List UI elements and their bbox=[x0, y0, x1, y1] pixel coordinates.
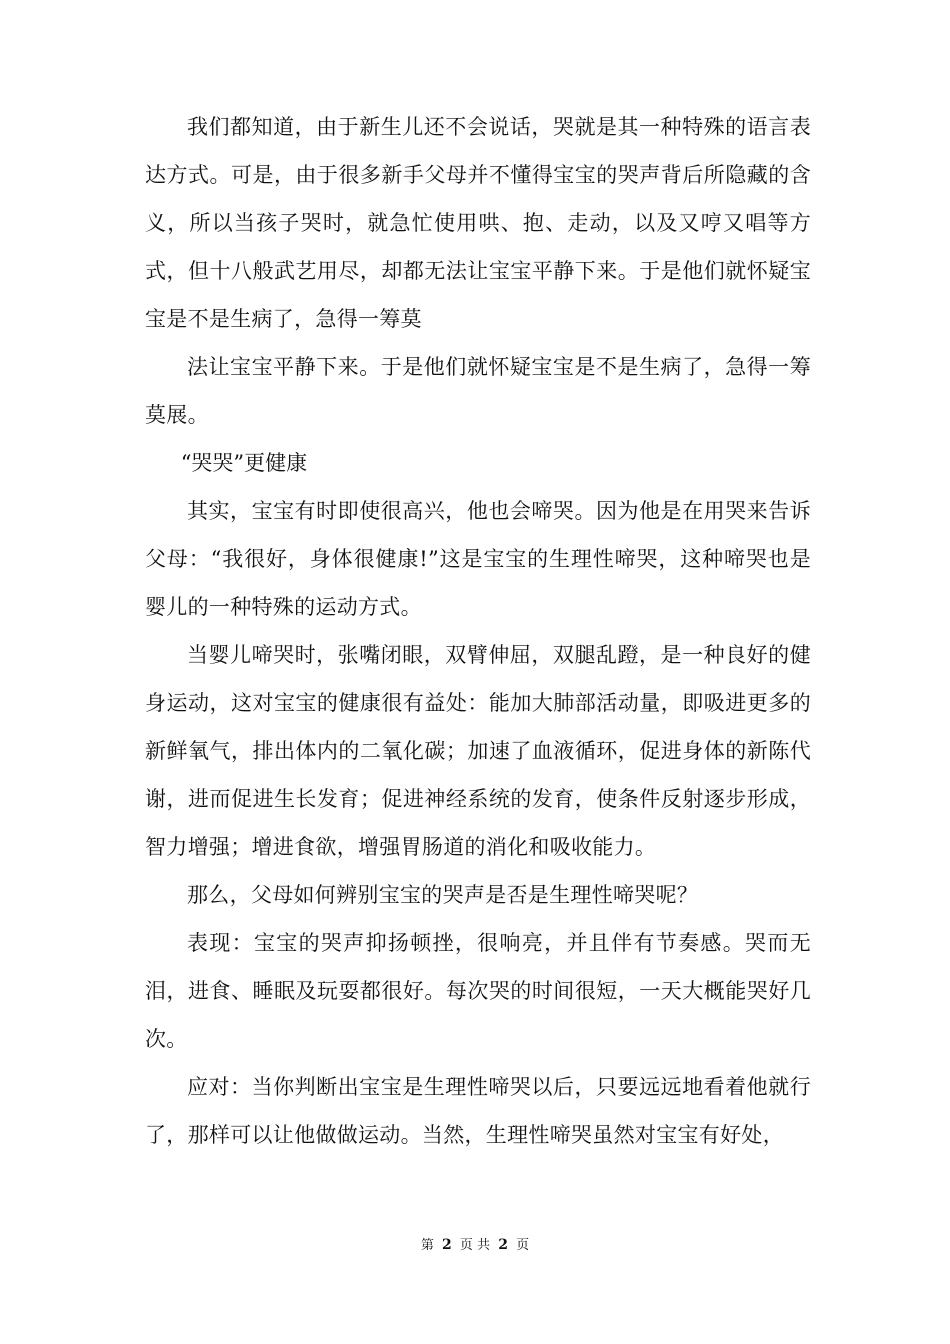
paragraph: 法让宝宝平静下来。于是他们就怀疑宝宝是不是生病了，急得一筹莫展。 bbox=[145, 355, 811, 427]
footer-suffix: 页 bbox=[516, 1238, 530, 1253]
total-page-number: 2 bbox=[498, 1237, 508, 1253]
section-heading: “哭哭”更健康 bbox=[180, 451, 308, 475]
current-page-number: 2 bbox=[442, 1237, 452, 1253]
footer-middle: 页 共 bbox=[459, 1238, 491, 1253]
paragraph: 应对：当你判断出宝宝是生理性啼哭以后，只要远远地看着他就行了，那样可以让他做做运动。当然，生理性啼哭虽然对宝宝有好处， bbox=[145, 1075, 811, 1147]
footer-prefix: 第 bbox=[420, 1238, 434, 1253]
paragraph: 那么，父母如何辨别宝宝的哭声是否是生理性啼哭呢？ bbox=[187, 883, 699, 907]
paragraph: 其实，宝宝有时即使很高兴，他也会啼哭。因为他是在用哭来告诉父母：“我很好，身体很健康!”这是宝宝的生理性啼哭，这种啼哭也是婴儿的一种特殊的运动方式。 bbox=[145, 499, 811, 619]
page-footer bbox=[0, 1236, 950, 1255]
paragraph: 我们都知道，由于新生儿还不会说话，哭就是其一种特殊的语言表达方式。可是，由于很多新手父母并不懂得宝宝的哭声背后所隐藏的含义，所以当孩子哭时，就急忙使用哄、抱、走动，以及又哼又唱等方式，但十八般武艺用尽，却都无法让宝宝平静下来。于是他们就怀疑宝宝是不是生病了，急得一筹莫 bbox=[145, 115, 811, 331]
paragraph: 表现：宝宝的哭声抑扬顿挫，很响亮，并且伴有节奏感。哭而无泪，进食、睡眠及玩耍都很好。每次哭的时间很短，一天大概能哭好几次。 bbox=[145, 931, 811, 1051]
document-body bbox=[145, 103, 811, 1159]
paragraph: 当婴儿啼哭时，张嘴闭眼，双臂伸屈，双腿乱蹬，是一种良好的健身运动，这对宝宝的健康很有益处：能加大肺部活动量，即吸进更多的新鲜氧气，排出体内的二氧化碳；加速了血液循环，促进身体的新陈代谢，进而促进生长发育；促进神经系统的发育，使条件反射逐步形成，智力增强；增进食欲，增强胃肠道的消化和吸收能力。 bbox=[145, 643, 811, 859]
